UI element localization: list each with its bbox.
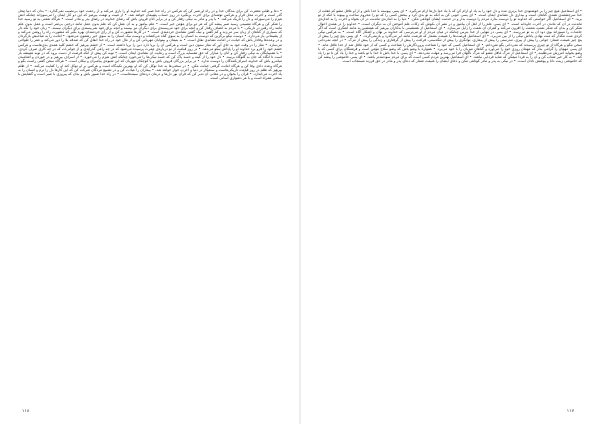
left-page-text — [18, 9, 282, 397]
right-page-body: • ای اسماعیل هیچ چیز را بر خوشنودی خدا برتری مده و دل خود را به یاد او آرام کن که با یاد خدا دل‌ها آرام می‌گیرد. • ای پسر، پیوسته با خدا باش و از او غافل مشو که غفلت از خدا سرچشمه‌ی همه‌ی گناهان است و بیداری دل نشانه‌ی ایمان است. • ای پسر، خوبی کن به آنکه به تو بدی کرد و ببخش کسی را که تو را محروم ساخت و بپیوند با آنکه از تو برید. • ای اسماعیل اگر خواستی که خداوند تو را دوست بدارد مردم را دوست بدار و در خدمت ایشان کوتاهی مکن. • دنیا را به اندازه‌ی ماندنت در آن بخواه و آخرت را به اندازه‌ی ماندنت در آن که ماندن در آخرت جاودانه است. • ای پسر، علم را از اهل آن بیاموز و در نشر آن بکوش که زکات علم آموختن آن به دیگران است. • خداوند را در همه‌ی احوال شکر کن و بدان که شکر نعمت نعمتت را افزون می‌کند و کفران آن نعمت را زایل می‌سازد. • ای اسماعیل از همنشینی با بدکاران بپرهیز که همنشین بد مانند آهنگری است که اگر جامه‌ات را نسوزاند بوی دود آن به تو می‌رسد. • ای پسر، در تنهایی از خدا بترس چنانکه در میان مردم از او می‌ترسی که خداوند بر نهان و آشکار آگاه است. • به هرکس نیکی کردی منت مگذار که منت نهادن پاداش نیکی را از بین می‌برد. • ای اسماعیل فرصت‌ها را غنیمت بشمار که فرصت مانند ابر می‌گذرد و بازنمی‌گردد. • ای پسر، پنج چیز را پیش از پنج چیز غنیمت شمار: جوانی را پیش از پیری، تندرستی را پیش از بیماری، توانگری را پیش از تنگدستی، فراغت را پیش از گرفتاری و زندگی را پیش از مرگ. • در آنچه نمی‌دانی سخن مگو و هرگاه از تو چیزی پرسیدند که نمی‌دانی بگو نمی‌دانم. • ای اسماعیل کسی که خود را شناخت پروردگارش را شناخت و کسی که از خود غافل شد از خدا غافل ماند. • ای پسر، مهمان را گرامی بدار که مهمان روزی خود را می‌آورد و گناهان میزبان را با خود می‌برد. • همواره با وضو باش که وضو سلاح مؤمن است و فرشتگان برای کسی که با وضو بخوابد آمرزش می‌طلبند. • ای اسماعیل از مرگ غافل مشو که مرگ ناگهان فرا می‌رسد و مهلت نمی‌دهد. • ای پسر، با خدا باش تا خدا با تو باشد و خدا را یاد کن تا تو را یاد کند. • به کار خیر شتاب کن و آن را به فردا میفکن که شاید فردایی نباشد. • ای اسماعیل بهترین مردم کسی است که برای مردم سودمندتر باشد. • ای پسر، خاموشی را پیشه کن که خاموشی زینت دانا و پوشش نادان است. • در نیکی به پدر و مادر کوتاهی مکن و دعای ایشان را غنیمت شمار که دعای پدر و مادر در حق فرزند مستجاب است. — [318, 9, 582, 64]
left-page-body: • دعا و طلب مغفرت کن برای بندگان خدا و در راه او صبر کن که هرکس در راه خدا صبر کند خداوند او را یاری می‌کند و از رحمت خود بی‌نصیب نمی‌گذارد. • بدان که دنیا محل گذر است و آخرت محل قرار و هرکس توشه‌ای برای آخرت برنگیرد در روز حساب پشیمان خواهد شد. • از غیبت و تهمت بپرهیز که این دو کار ایمان را می‌سوزاند چنانکه آتش هیزم را می‌سوزاند و دل را تاریک می‌کند. • با پدر و مادر به نیکی رفتار کن و در برابر آنان فروتن باش که رضای خداوند در رضای پدر و مادر است. • هرگاه نعمتی به تو رسید خدا را شکر کن و هرگاه مصیبتی رسید صبر پیشه کن که هر دو برای مؤمن خیر است. • علم بیاموز و به آن عمل کن که علم بدون عمل مانند درختی بی‌ثمر است و عمل بدون علم مانند راه رفتن در تاریکی. • با مردم به انصاف رفتار کن و آنچه برای خود می‌پسندی برای دیگران نیز بپسند و آنچه برای خود نمی‌پسندی برای دیگران نپسند. • زبان خود را نگه دار که بسیاری از گناهان از زبان سر می‌زند و کم گفتن و نیک گفتن نشانه‌ی خردمندی است. • در کارها مشورت کن و از رأی خردمندان بهره بگیر که مشورت راه را روشن می‌کند و از پشیمانی باز می‌دارد. • دوست نیکو برگزین که دوست بد انسان را به سوی گناه می‌کشاند و دوست نیک انسان را به سوی خیر رهنمون می‌شود. • امانت را به صاحبش بازگردان و در وعده‌ها وفادار باش که خیانت در امانت نشانه‌ی نفاق است. • به یتیمان و بینوایان مهربانی کن و از مال خود در راه خدا انفاق کن که صدقه بلا را دور می‌کند و عمر را طولانی می‌سازد. • نماز را در وقت خود به جای آور که نماز ستون دین است و هرکس آن را برپا دارد دین را برپا داشته است. • از خشم بپرهیز که خشم کلید همه‌ی بدی‌هاست و هرکس خشم خود را فرو برد خداوند او را پاداش نیکو می‌دهد. • در روز قیامت از تو درباره‌ی عمرت پرسیده می‌شود که در چه راهی گذراندی و از جوانی‌ات که در چه کاری صرف کردی. • با همسایگان به نیکی رفتار کن و آنان را میازار که حق همسایه بزرگ است و رعایت آن نشانه‌ی ایمان است. • توبه کن پیش از آنکه فرصت از دست برود که در توبه همیشه باز است تا آنگاه که جان به گلوگاه برسد. • دل خود را از کینه و حسد پاک کن که حسد نیکی‌ها را می‌خورد چنانکه آتش هیزم را می‌خورد. • از اسراف بپرهیز و در خوردن و آشامیدن میانه‌رو باش که خداوند اسراف‌کنندگان را دوست ندارد. • در برابر بزرگان فروتن باش و با کوچکان مهربان که این شیوه‌ی پیامبران و نیکان است. • هرگاه سخن گفتی راست بگو و هرگاه وعده دادی وفا کن و هرگاه امانت گرفتی خیانت مکن. • در سختی‌ها به خدا توکل کن که او بهترین تکیه‌گاه است و هرکس بر او توکل کند او را کفایت می‌کند. • از ظلم بپرهیز که ظلم در روز قیامت تاریکی‌هاست و ستمکار در دنیا و آخرت خوار خواهد شد. • بیماران را عیادت کن و در تشییع مردگان شرکت کن که این کارها دل را نرم و انسان را به یاد آخرت می‌اندازد. • قرآن را بخوان و در معانی آن تدبر کن که قرآن نور دل‌ها و درمان دردهای سینه‌هاست. • در راه خدا صبور باش و بدان که پیروزی با صبر است و گشایش با سختی همراه است و با هر دشواری آسانی است. — [18, 9, 282, 81]
left-page-number: ۱۱۸ — [22, 409, 30, 414]
right-page-text — [318, 9, 582, 397]
right-page — [300, 0, 600, 424]
right-page-number: ۱۱۷ — [566, 409, 574, 414]
